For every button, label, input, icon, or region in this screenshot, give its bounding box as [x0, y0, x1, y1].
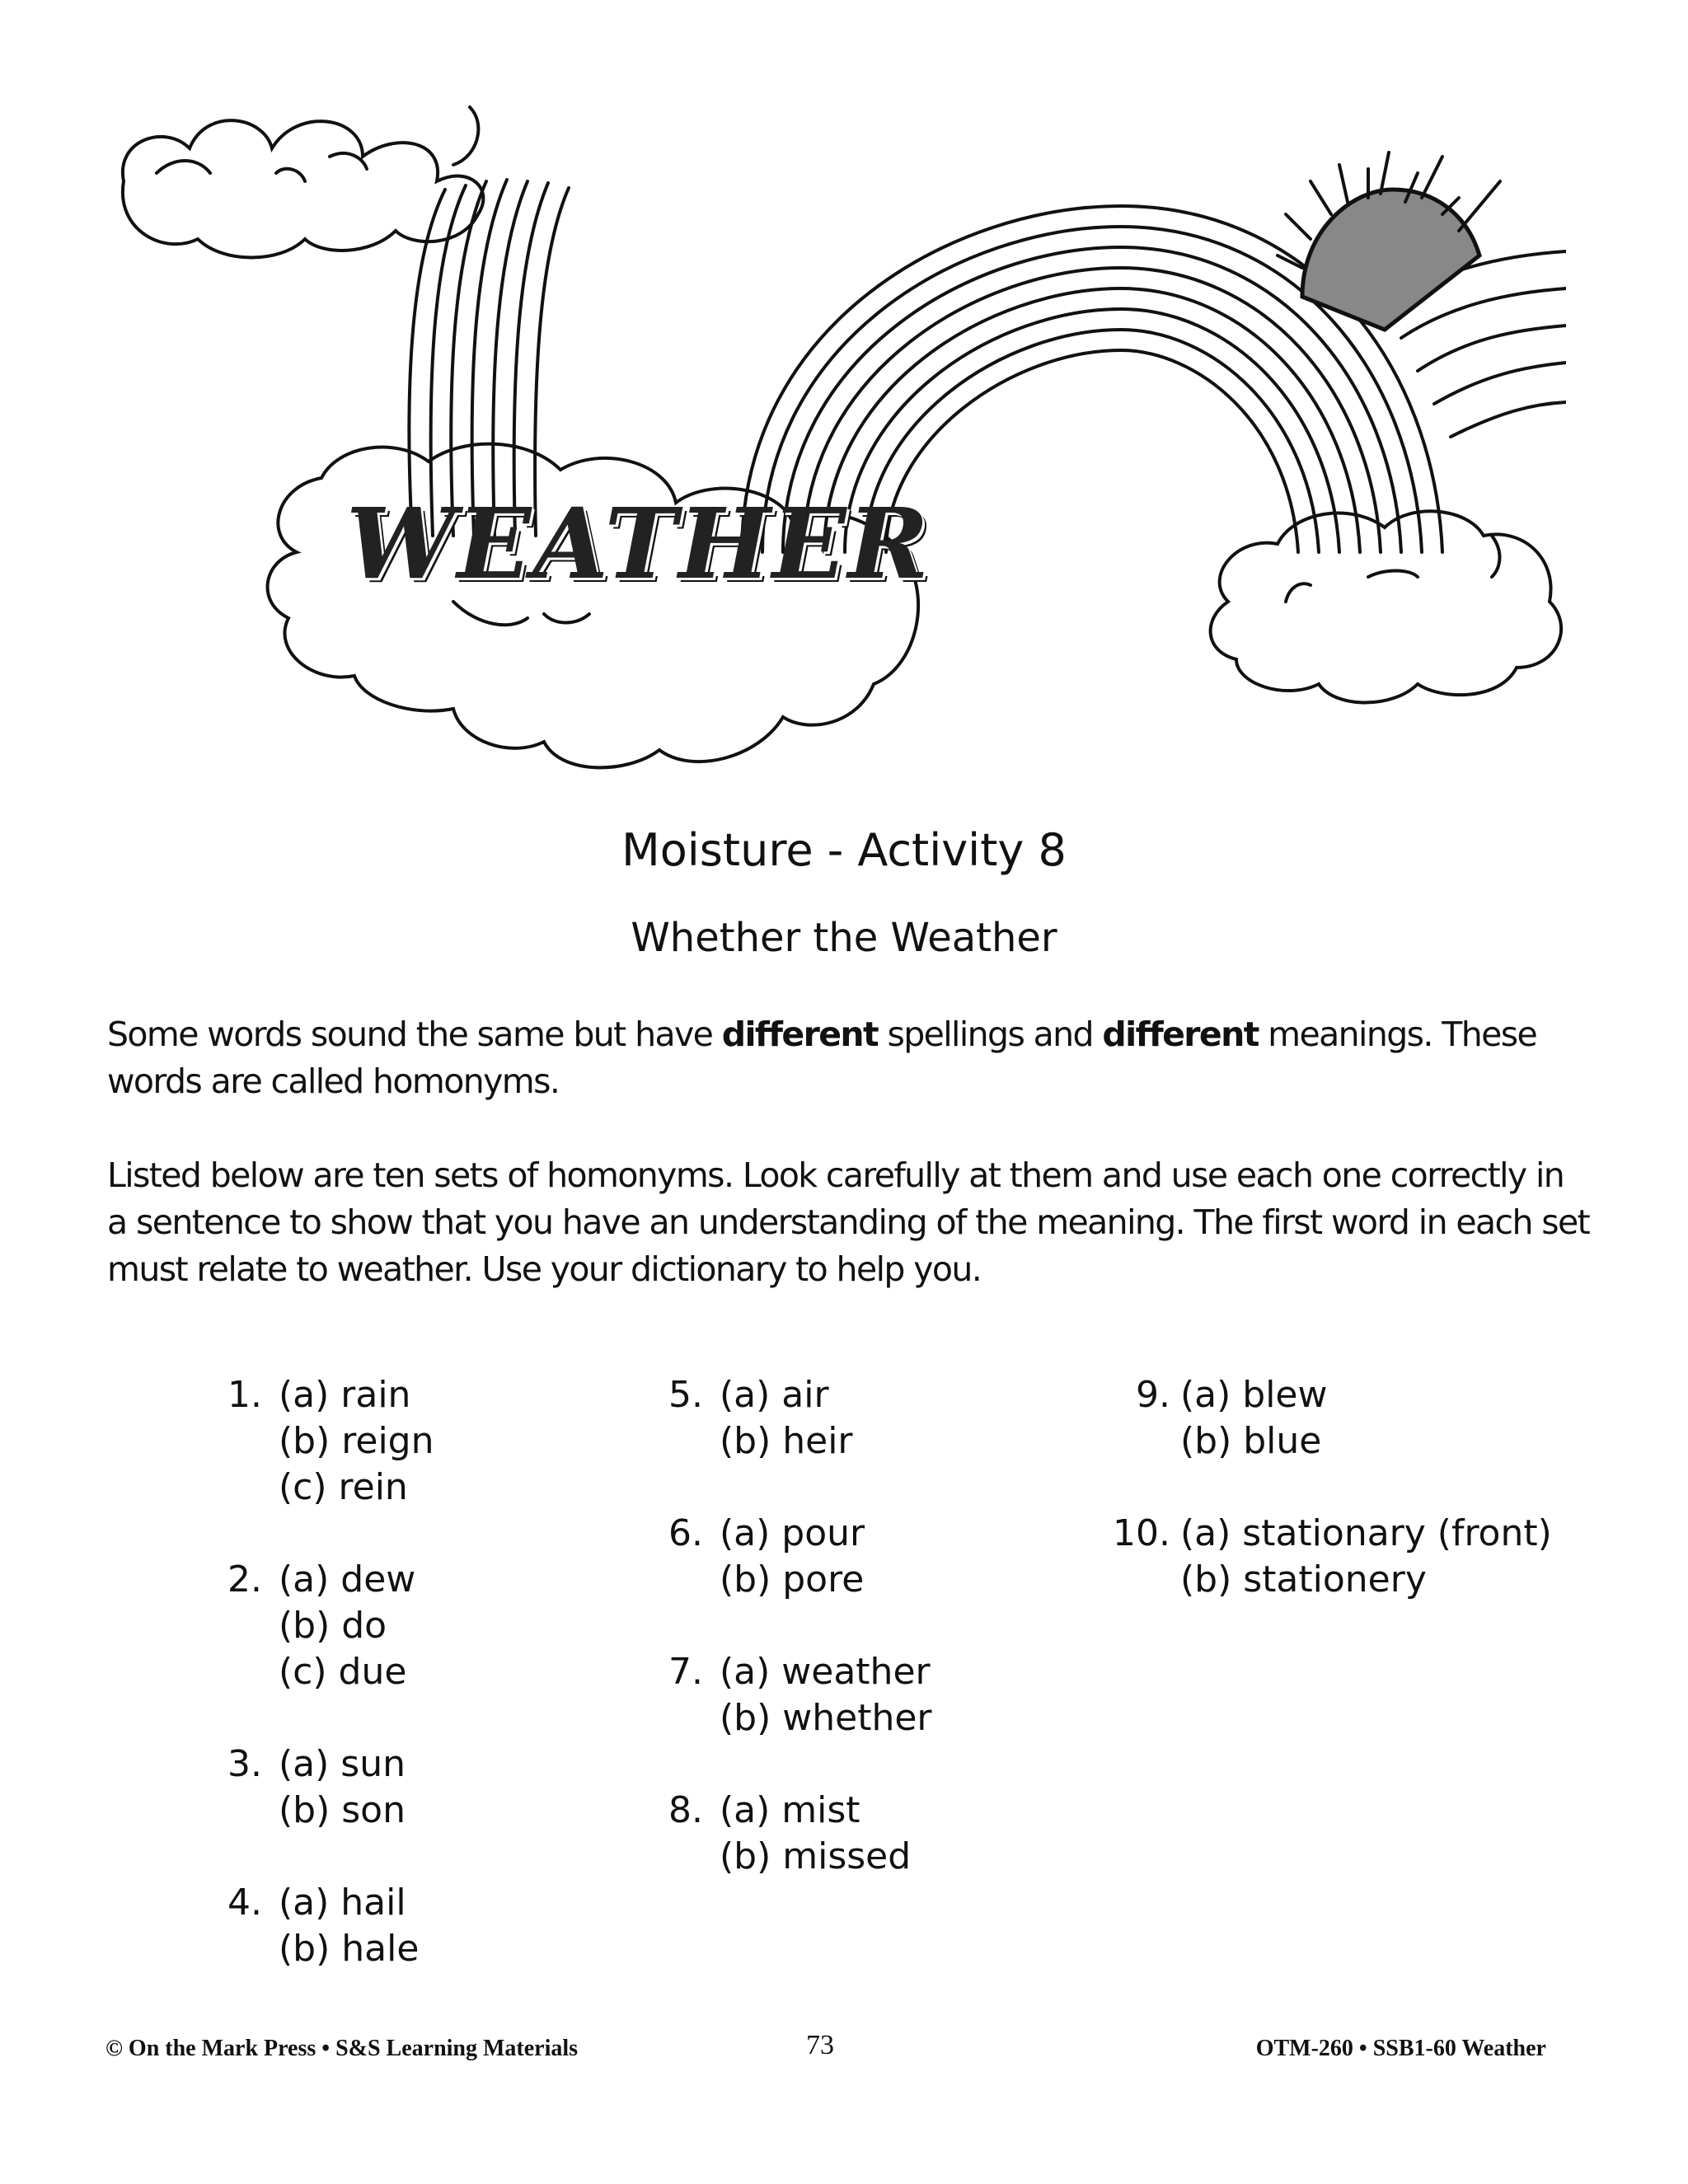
homonym-set: [1096, 1372, 1552, 1465]
homonym-item: (c) rein: [279, 1466, 408, 1508]
weather-banner-illustration: [99, 91, 1566, 799]
homonym-item: (b) missed: [720, 1835, 912, 1877]
homonym-set: [639, 1788, 932, 1880]
page-title: Moisture - Activity 8: [621, 824, 1067, 876]
left-rainbow-arcs: [409, 180, 569, 536]
homonym-item: (b) son: [279, 1789, 406, 1831]
homonym-item: (b) stationery: [1180, 1558, 1427, 1601]
set-number: 4.: [227, 1882, 262, 1924]
homonym-item: (a) weather: [720, 1651, 931, 1693]
homonym-item: (a) air: [720, 1374, 829, 1416]
homonym-item: (a) hail: [279, 1882, 406, 1924]
emphasis-text: different: [1102, 1015, 1259, 1054]
homonym-set: [1096, 1511, 1552, 1603]
set-number: 7.: [668, 1651, 703, 1693]
homonym-item: (b) pore: [720, 1558, 865, 1601]
banner-word: WEATHER: [346, 486, 931, 601]
homonym-column-1: [198, 1372, 434, 2018]
intro-text: spellings and: [878, 1015, 1103, 1054]
right-cloud: [1211, 511, 1561, 702]
footer-product-code: OTM-260 • SSB1-60 Weather: [1255, 2036, 1546, 2061]
page-subtitle: Whether the Weather: [631, 915, 1057, 961]
intro-text: Some words sound the same but have: [107, 1015, 722, 1054]
homonym-item: (b) blue: [1180, 1420, 1322, 1462]
homonym-set: [639, 1511, 932, 1603]
emphasis-text: different: [721, 1015, 879, 1054]
homonym-item: (b) hale: [279, 1928, 420, 1970]
homonym-set: [198, 1741, 434, 1834]
intro-text: meanings. These words are called homonyms.: [107, 1015, 1537, 1101]
set-number: 3.: [227, 1743, 262, 1785]
set-number: 10.: [1113, 1512, 1170, 1554]
set-number: 2.: [227, 1558, 262, 1601]
homonym-item: (a) rain: [279, 1374, 411, 1416]
page-number: 73: [806, 2030, 834, 2060]
set-number: 9.: [1136, 1374, 1170, 1416]
homonym-item: (a) dew: [279, 1558, 416, 1601]
homonym-item: (b) heir: [720, 1420, 853, 1462]
homonym-item: (a) mist: [720, 1789, 860, 1831]
homonym-set: [198, 1880, 434, 1972]
homonym-item: (a) stationary (front): [1180, 1512, 1552, 1554]
homonym-item: (b) whether: [720, 1697, 932, 1739]
homonym-set: [198, 1372, 434, 1511]
homonym-set: [198, 1557, 434, 1695]
homonym-item: (a) sun: [279, 1743, 406, 1785]
set-number: 6.: [668, 1512, 703, 1554]
homonym-item: (b) reign: [279, 1420, 434, 1462]
intro-paragraph-1: [107, 1011, 1591, 1105]
set-number: 1.: [227, 1374, 262, 1416]
footer-publisher: © On the Mark Press • S&S Learning Materials: [106, 2036, 579, 2061]
homonym-item: (b) do: [279, 1605, 387, 1647]
set-number: 5.: [668, 1374, 703, 1416]
homonym-column-2: [639, 1372, 932, 1926]
sun-icon: [1278, 152, 1500, 330]
set-number: 8.: [668, 1789, 703, 1831]
homonym-set: [639, 1372, 932, 1465]
homonym-column-3: [1096, 1372, 1552, 1649]
homonym-item: (c) due: [279, 1651, 407, 1693]
homonym-item: (a) blew: [1180, 1374, 1328, 1416]
homonym-set: [639, 1649, 932, 1741]
homonym-item: (a) pour: [720, 1512, 865, 1554]
intro-paragraph-2: Listed below are ten sets of homonyms. Look carefully at them and use each one correctly in a sentence to show that you have an understanding of the meaning. The first word in each set must relate to weather. Use your dictionary to help you.: [107, 1155, 1590, 1289]
